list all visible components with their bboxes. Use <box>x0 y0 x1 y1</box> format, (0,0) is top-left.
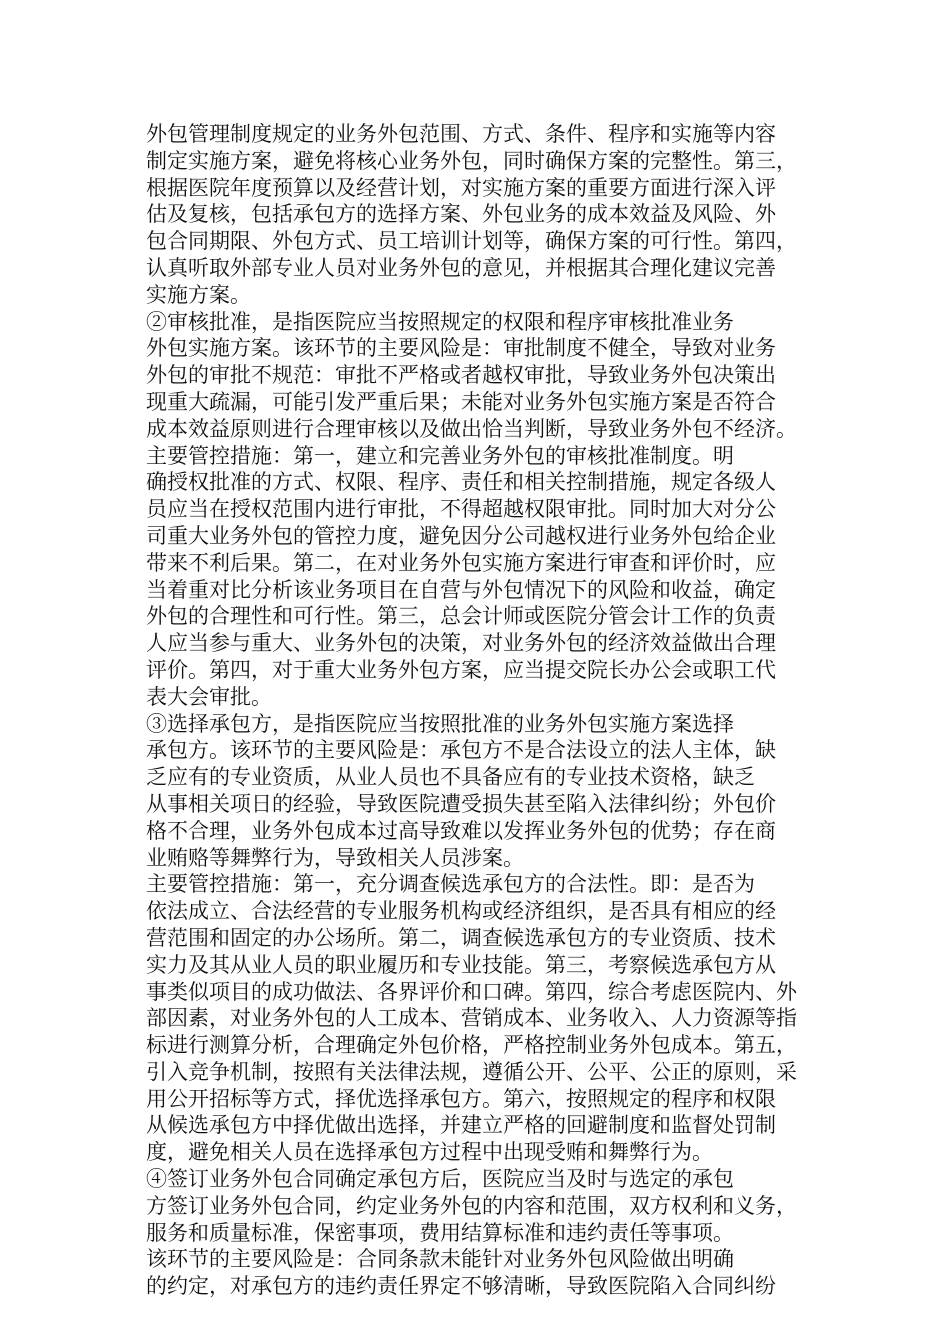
text-line: 人应当参与重大、业务外包的决策，对业务外包的经济效益做出合理 <box>146 631 776 656</box>
text-line: 格不合理，业务外包成本过高导致难以发挥业务外包的优势；存在商 <box>146 818 776 843</box>
text-line: ②审核批准，是指医院应当按照规定的权限和程序审核批准业务 <box>146 309 734 334</box>
text-line: 服务和质量标准，保密事项，费用结算标准和违约责任等事项。 <box>146 1220 734 1245</box>
text-line: 业贿赂等舞弊行为，导致相关人员涉案。 <box>146 845 524 870</box>
text-line: 方签订业务外包合同，约定业务外包的内容和范围，双方权利和义务， <box>146 1193 797 1218</box>
text-line: 外包的审批不规范：审批不严格或者越权审批，导致业务外包决策出 <box>146 363 776 388</box>
text-line: 现重大疏漏，可能引发严重后果；未能对业务外包实施方案是否符合 <box>146 389 776 414</box>
text-line: 部因素，对业务外包的人工成本、营销成本、业务收入、人力资源等指 <box>146 1006 797 1031</box>
text-line: ③选择承包方，是指医院应当按照批准的业务外包实施方案选择 <box>146 711 734 736</box>
text-line: 估及复核，包括承包方的选择方案、外包业务的成本效益及风险、外 <box>146 202 776 227</box>
text-line: 员应当在授权范围内进行审批，不得超越权限审批。同时加大对分公 <box>146 497 776 522</box>
text-line: 的约定，对承包方的违约责任界定不够清晰，导致医院陷入合同纠纷 <box>146 1274 776 1299</box>
text-line: 引入竞争机制，按照有关法律法规，遵循公开、公平、公正的原则，采 <box>146 1059 797 1084</box>
text-line: 认真听取外部专业人员对业务外包的意见，并根据其合理化建议完善 <box>146 255 776 280</box>
text-line: 乏应有的专业资质，从业人员也不具备应有的专业技术资格，缺乏 <box>146 765 755 790</box>
text-line: 主要管控措施：第一，建立和完善业务外包的审核批准制度。明 <box>146 443 734 468</box>
text-line: 外包管理制度规定的业务外包范围、方式、条件、程序和实施等内容 <box>146 122 776 146</box>
text-line: 事类似项目的成功做法、各界评价和口碑。第四，综合考虑医院内、外 <box>146 979 797 1004</box>
text-line: 根据医院年度预算以及经营计划，对实施方案的重要方面进行深入评 <box>146 175 776 200</box>
text-line: 实力及其从业人员的职业履历和专业技能。第三，考察候选承包方从 <box>146 952 776 977</box>
text-line: 承包方。该环节的主要风险是：承包方不是合法设立的法人主体，缺 <box>146 738 776 763</box>
text-line: 包合同期限、外包方式、员工培训计划等，确保方案的可行性。第四， <box>146 229 797 254</box>
text-line: 成本效益原则进行合理审核以及做出恰当判断，导致业务外包不经济。 <box>146 416 797 441</box>
text-line: 外包实施方案。该环节的主要风险是：审批制度不健全，导致对业务 <box>146 336 776 361</box>
text-line: 该环节的主要风险是：合同条款未能针对业务外包风险做出明确 <box>146 1247 734 1272</box>
text-line: 标进行测算分析，合理确定外包价格，严格控制业务外包成本。第五， <box>146 1033 797 1058</box>
text-line: 营范围和固定的办公场所。第二，调查候选承包方的专业资质、技术 <box>146 925 776 950</box>
text-line: 依法成立、合法经营的专业服务机构或经济组织，是否具有相应的经 <box>146 899 776 924</box>
text-line: 制定实施方案，避免将核心业务外包，同时确保方案的完整性。第三， <box>146 148 797 173</box>
text-line: 从事相关项日的经验，导致医院遭受损失甚至陷入法律纠纷；外包价 <box>146 791 776 816</box>
text-line: 确授权批准的方式、权限、程序、责任和相关控制措施，规定各级人 <box>146 470 776 495</box>
text-line: 主要管控措施：第一，充分调查候选承包方的合法性。即：是否为 <box>146 872 755 897</box>
text-line: 带来不利后果。第二，在对业务外包实施方案进行审查和评价时，应 <box>146 550 776 575</box>
text-line: 当着重对比分析该业务项目在自营与外包情况下的风险和收益，确定 <box>146 577 776 602</box>
text-line: 司重大业务外包的管控力度，避免因分公司越权进行业务外包给企业 <box>146 523 776 548</box>
text-line: 表大会审批。 <box>146 684 272 709</box>
text-line: 度，避免相关人员在选择承包方过程中出现受贿和舞弊行为。 <box>146 1140 713 1165</box>
text-line: ④签订业务外包合同确定承包方后，医院应当及时与选定的承包 <box>146 1167 734 1192</box>
document-body <box>146 121 822 1300</box>
text-line: 评价。第四，对于重大业务外包方案，应当提交院长办公会或职工代 <box>146 657 776 682</box>
text-line: 从候选承包方中择优做出选择，并建立严格的回避制度和监督处罚制 <box>146 1113 776 1138</box>
text-line: 外包的合理性和可行性。第三，总会计师或医院分管会计工作的负责 <box>146 604 776 629</box>
text-line: 用公开招标等方式，择优选择承包方。第六，按照规定的程序和权限 <box>146 1086 776 1111</box>
text-line: 实施方案。 <box>146 282 251 307</box>
